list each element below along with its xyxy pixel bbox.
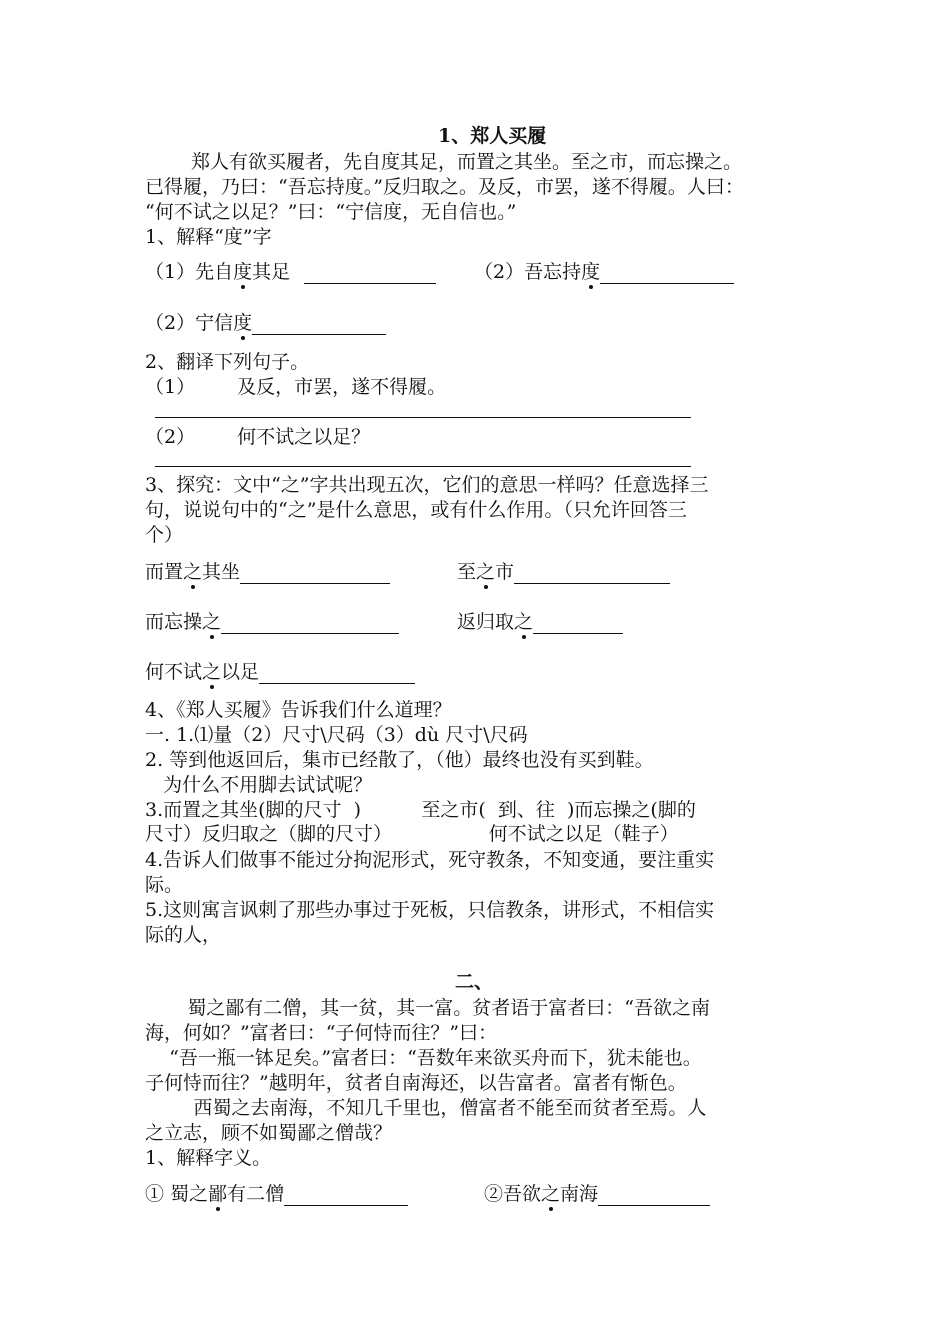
passage-line: 西蜀之去南海，不知几千里也，僧富者不能至而贫者至焉。人 — [145, 1097, 707, 1119]
answer-key-line: 5.这则寓言讽刺了那些办事过于死板，只信教条，讲形式，不相信实 — [145, 899, 715, 921]
passage-line: 海，何如？”富者曰：“子何恃而往？”曰： — [145, 1022, 498, 1044]
question-1b: （2）吾忘持度 — [474, 260, 734, 284]
answer-blank[interactable] — [514, 563, 670, 584]
question-1: 1、解释“度”字 — [145, 226, 272, 248]
passage-line: 已得履，乃曰：“吾忘持度。”反归取之。及反，市罢，遂不得履。人曰： — [145, 176, 744, 198]
answer-key-line: 尺寸）反归取之（脚的尺寸） 何不试之以足（鞋子） — [145, 823, 679, 845]
passage-line: “吾一瓶一钵足矣。”富者曰：“吾数年来欲买舟而下，犹未能也。 — [145, 1047, 702, 1069]
question-1: 1、解释字义。 — [145, 1147, 272, 1169]
question-2b: （2） 何不试之以足？ — [145, 426, 371, 448]
question-3a: 而置之其坐 — [145, 560, 390, 584]
question-1b: ②吾欲之南海 — [484, 1182, 710, 1206]
question-3e: 何不试之以足 — [145, 660, 415, 684]
answer-line[interactable] — [155, 466, 691, 467]
answer-blank[interactable] — [304, 263, 436, 284]
question-3b: 至之市 — [457, 560, 670, 584]
section-1-title: 1、郑人买履 — [438, 125, 547, 147]
answer-key-line: 2. 等到他返回后，集市已经散了，（他）最终也没有买到鞋。 — [145, 749, 654, 771]
question-1a: ① 蜀之鄙有二僧 — [145, 1182, 408, 1206]
answer-blank[interactable] — [598, 1185, 710, 1206]
answer-blank[interactable] — [221, 613, 399, 634]
question-2: 2、翻译下列句子。 — [145, 351, 310, 373]
answer-key-line: 为什么不用脚去试试呢？ — [145, 774, 373, 796]
passage-line: 之立志，顾不如蜀鄙之僧哉？ — [145, 1122, 393, 1144]
answer-blank[interactable] — [533, 613, 623, 634]
answer-blank[interactable] — [600, 263, 734, 284]
question-3-line: 个） — [145, 524, 184, 546]
question-3d: 返归取之 — [457, 610, 623, 634]
passage-line: 蜀之鄙有二僧，其一贫，其一富。贫者语于富者曰：“吾欲之南 — [145, 997, 710, 1019]
answer-key-line: 一. 1.⑴量（2）尺寸\尺码（3）dù 尺寸\尺码 — [145, 724, 528, 746]
answer-key-line: 4.告诉人们做事不能过分拘泥形式，死守教条，不知变通，要注重实 — [145, 849, 715, 871]
answer-key-line: 际的人， — [145, 924, 222, 946]
section-2-title: 二、 — [455, 971, 494, 993]
answer-line[interactable] — [155, 417, 691, 418]
passage-line: “何不试之以足？”曰：“宁信度，无自信也。” — [145, 201, 517, 223]
question-1a: （1）先自度其足 — [145, 260, 436, 284]
question-4: 4、《郑人买履》告诉我们什么道理？ — [145, 699, 452, 721]
answer-key-line: 际。 — [145, 874, 184, 896]
passage-line: 子何恃而往？”越明年，贫者自南海还，以告富者。富者有惭色。 — [145, 1072, 687, 1094]
answer-blank[interactable] — [252, 314, 386, 335]
answer-blank[interactable] — [284, 1185, 408, 1206]
passage-line: 郑人有欲买履者，先自度其足，而置之其坐。至之市，而忘操之。 — [191, 151, 743, 173]
answer-blank[interactable] — [240, 563, 390, 584]
question-3-line: 句，说说句中的“之”是什么意思，或有什么作用。（只允许回答三 — [145, 499, 687, 521]
answer-key-line: 3.而置之其坐(脚的尺寸 ) 至之市( 到、往 )而忘操之(脚的 — [145, 799, 696, 821]
answer-blank[interactable] — [259, 663, 415, 684]
question-1c: （2）宁信度 — [145, 311, 386, 335]
question-3c: 而忘操之 — [145, 610, 399, 634]
question-3-line: 3、探究：文中“之”字共出现五次，它们的意思一样吗？任意选择三 — [145, 474, 709, 496]
question-2a: （1） 及反，市罢，遂不得履。 — [145, 376, 447, 398]
